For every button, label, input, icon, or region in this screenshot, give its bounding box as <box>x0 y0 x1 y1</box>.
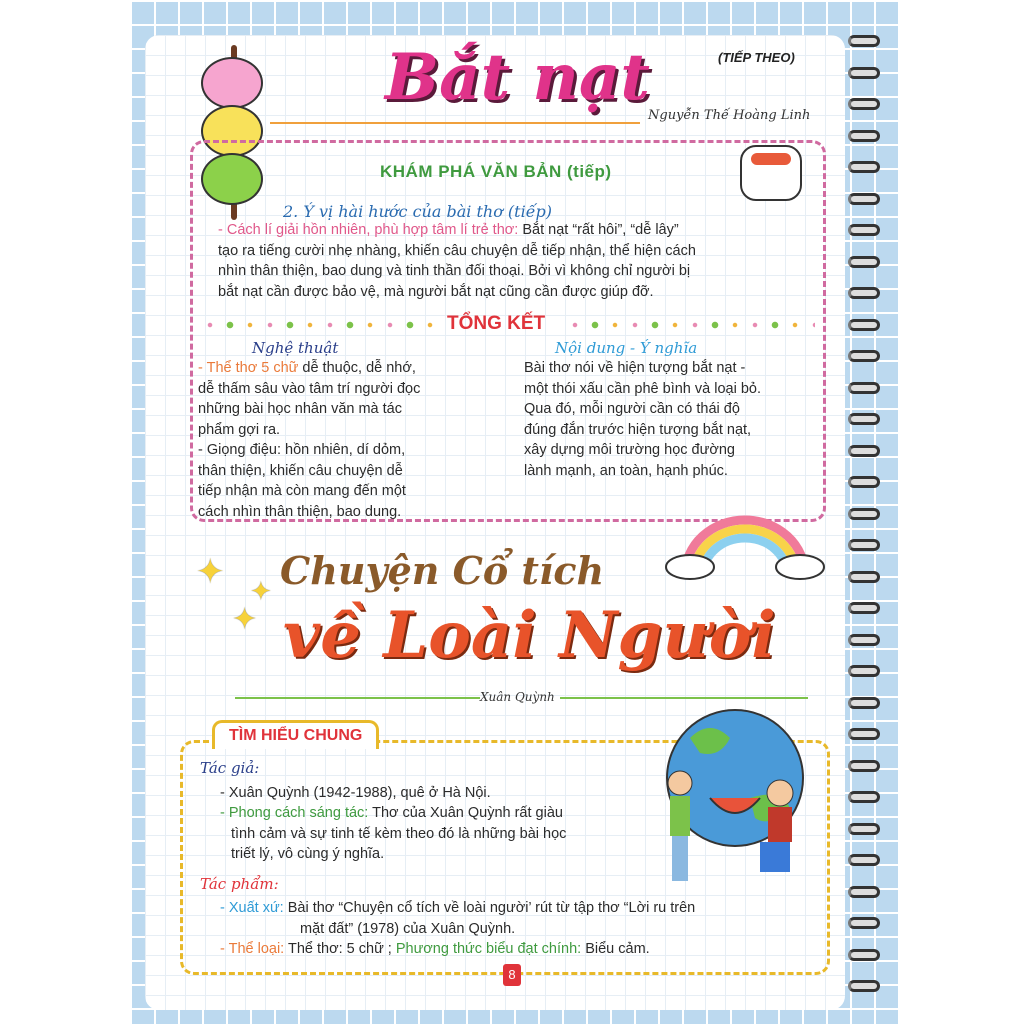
spiral-ring <box>848 35 880 47</box>
sparkle-icon: ✦ <box>196 553 225 591</box>
spiral-ring <box>848 728 880 740</box>
spiral-ring <box>848 350 880 362</box>
para-line: bắt nạt cần được bảo vệ, mà người bắt nạt cũng cần được giúp đỡ. <box>218 283 654 300</box>
art-line: phẩm gợi ra. <box>198 421 281 438</box>
vine-divider-right <box>560 697 808 699</box>
mode-value: Biểu cảm. <box>581 941 650 957</box>
vine-divider-left <box>235 697 480 699</box>
genre-label: - Thể loại: <box>220 941 285 957</box>
spiral-ring <box>848 193 880 205</box>
dot-divider-left <box>200 321 435 329</box>
genre-value: Thể thơ: 5 chữ ; <box>284 941 396 957</box>
style-line: Thơ của Xuân Quỳnh rất giàu <box>368 805 563 821</box>
spiral-ring <box>848 508 880 520</box>
art-line: - Giọng điệu: hồn nhiên, dí dỏm, <box>198 442 406 458</box>
para-line: tạo ra tiếng cười nhẹ nhàng, khiến câu chuyện dễ tiếp nhận, thể hiện cách <box>218 242 696 259</box>
explore-heading: KHÁM PHÁ VĂN BẢN (tiếp) <box>380 162 612 181</box>
origin-label: - Xuất xứ: <box>220 900 284 916</box>
lesson2-title-line1: Chuyện Cổ tích <box>280 548 605 593</box>
art-heading: Nghệ thuật <box>252 339 339 357</box>
spiral-ring <box>848 445 880 457</box>
art-line: thân thiện, khiến câu chuyện dễ <box>198 462 403 479</box>
art-line: những bài học nhân văn mà tác <box>198 401 402 417</box>
spiral-ring <box>848 634 880 646</box>
spiral-ring <box>848 665 880 677</box>
spiral-ring <box>848 602 880 614</box>
sparkle-icon: ✦ <box>232 603 258 636</box>
explore-paragraph <box>218 220 818 302</box>
general-tab: TÌM HIỂU CHUNG <box>212 720 379 749</box>
content-line: Bài thơ nói về hiện tượng bắt nạt - <box>524 360 746 376</box>
art-line: dễ thấm sâu vào tâm trí người đọc <box>198 380 421 397</box>
spiral-ring <box>848 697 880 709</box>
spiral-ring <box>848 287 880 299</box>
author-name: Nguyễn Thế Hoàng Linh <box>648 108 811 123</box>
spiral-ring <box>848 224 880 236</box>
spiral-ring <box>848 854 880 866</box>
content-line: một thói xấu cần phê bình và loại bỏ. <box>524 380 761 397</box>
art-line: cách nhìn thân thiện, bao dung. <box>198 503 402 520</box>
work-heading: Tác phẩm: <box>200 874 279 893</box>
spiral-ring <box>848 791 880 803</box>
origin-line: mặt đất” (1978) của Xuân Quỳnh. <box>300 920 516 937</box>
author-heading: Tác giả: <box>200 759 260 777</box>
spiral-ring <box>848 949 880 961</box>
para-line: nhìn thân thiện, bao dung và tinh thần đối thoại. Bởi vì không chỉ người bị <box>218 263 691 279</box>
title-underline <box>270 122 640 124</box>
continued-label: (TIẾP THEO) <box>718 50 795 65</box>
para-line: Bắt nạt “rất hôi”, “dễ lây” <box>518 222 679 238</box>
art-label: - Thể thơ 5 chữ <box>198 360 299 376</box>
mode-label: Phương thức biểu đạt chính: <box>395 941 582 957</box>
lesson2-author: Xuân Quỳnh <box>480 690 555 704</box>
page-number: 8 <box>503 964 521 986</box>
spiral-ring <box>848 539 880 551</box>
style-line: tình cảm và sự tinh tế kèm theo đó là những bài học <box>231 825 567 842</box>
spiral-ring <box>848 760 880 772</box>
spiral-ring <box>848 256 880 268</box>
content-column <box>524 358 824 481</box>
content-line: xây dựng môi trường học đường <box>524 442 735 458</box>
summary-heading: TỔNG KẾT <box>447 313 546 334</box>
general-content <box>200 758 820 960</box>
content-line: Qua đó, mỗi người cần có thái độ <box>524 401 740 417</box>
style-label: - Phong cách sáng tác: <box>220 805 369 821</box>
spiral-ring <box>848 571 880 583</box>
para-label: - Cách lí giải hồn nhiên, phù hợp tâm lí trẻ thơ: <box>218 222 519 238</box>
spiral-ring <box>848 98 880 110</box>
content-heading: Nội dung - Ý nghĩa <box>555 339 698 357</box>
art-column <box>198 358 488 522</box>
style-line: triết lý, vô cùng ý nghĩa. <box>231 846 385 862</box>
spiral-ring <box>848 823 880 835</box>
art-line: dễ thuộc, dễ nhớ, <box>298 360 416 376</box>
art-line: tiếp nhận mà còn mang đến một <box>198 483 406 499</box>
spiral-ring <box>848 382 880 394</box>
spiral-ring <box>848 67 880 79</box>
lesson2-title-line2: về Loài Người <box>283 598 776 673</box>
lesson-title: Bắt nạt <box>385 40 650 115</box>
sushi-icon <box>740 145 802 201</box>
spiral-ring <box>848 130 880 142</box>
spiral-ring <box>848 476 880 488</box>
spiral-ring <box>848 886 880 898</box>
section-subheading: 2. Ý vị hài hước của bài thơ (tiếp) <box>283 202 553 221</box>
rainbow-icon <box>665 505 825 580</box>
content-line: đúng đắn trước hiện tượng bắt nạt, <box>524 421 752 438</box>
spiral-ring <box>848 917 880 929</box>
spiral-ring <box>848 161 880 173</box>
author-item: - Xuân Quỳnh (1942-1988), quê ở Hà Nội. <box>220 784 491 801</box>
origin-line: Bài thơ “Chuyện cổ tích về loài người’ rút từ tập thơ “Lời ru trên <box>283 900 696 916</box>
spiral-ring <box>848 980 880 992</box>
dot-divider-right <box>565 321 815 329</box>
spiral-ring <box>848 413 880 425</box>
content-line: lành mạnh, an toàn, hạnh phúc. <box>524 462 728 479</box>
sparkle-icon: ✦ <box>250 576 272 606</box>
spiral-ring <box>848 319 880 331</box>
